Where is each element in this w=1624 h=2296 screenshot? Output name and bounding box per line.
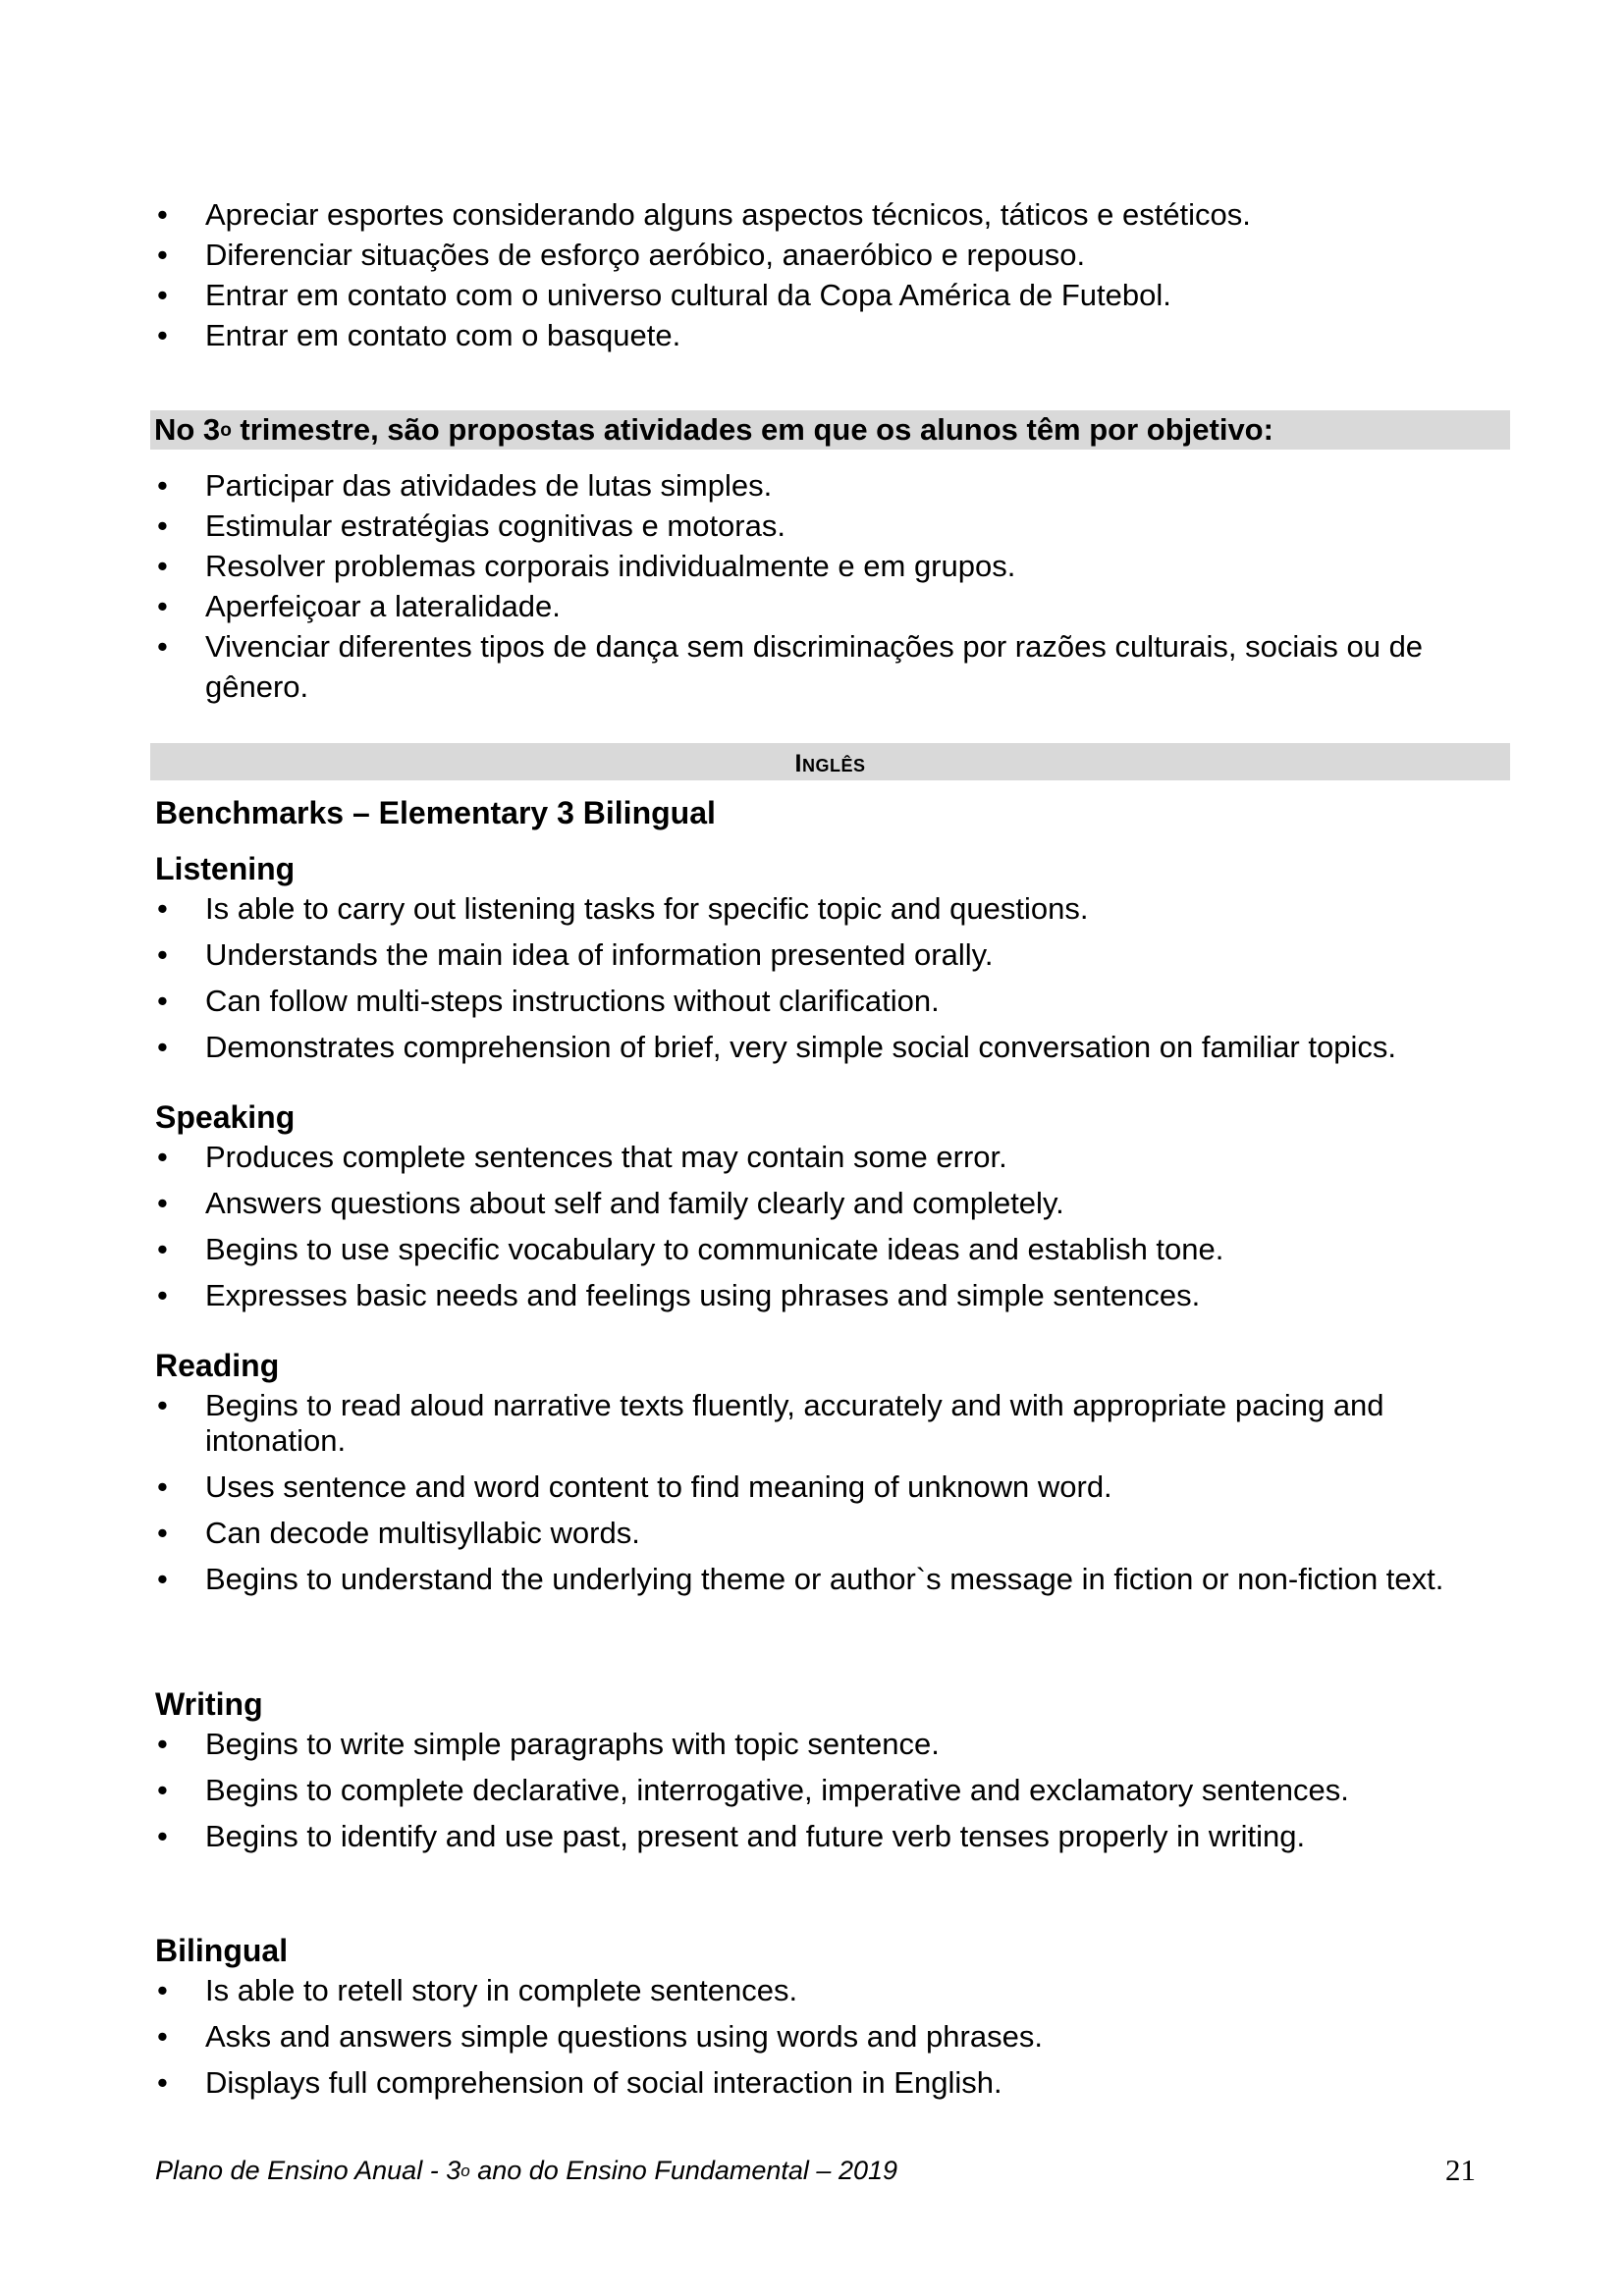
listening-list <box>152 891 1507 1076</box>
list-item: • Begins to complete declarative, interrogative, imperative and exclamatory sentences. <box>152 1773 1507 1808</box>
list-item: • Is able to retell story in complete sentences. <box>152 1973 1507 2008</box>
reading-heading: Reading <box>155 1348 280 1383</box>
list-item: • Participar das atividades de lutas simples. <box>152 465 1507 506</box>
list-item: • Can decode multisyllabic words. <box>152 1516 1507 1551</box>
list-item: • Begins to understand the underlying theme or author`s message in fiction or non-fiction text. <box>152 1562 1507 1597</box>
list-item: • Is able to carry out listening tasks for specific topic and questions. <box>152 891 1507 927</box>
list-item: • Demonstrates comprehension of brief, very simple social conversation on familiar topics. <box>152 1030 1507 1065</box>
list-item: • Aperfeiçoar a lateralidade. <box>152 586 1507 626</box>
list-item: • Apreciar esportes considerando alguns aspectos técnicos, táticos e estéticos. <box>152 194 1507 235</box>
list-item: • Understands the main idea of information presented orally. <box>152 937 1507 973</box>
list-item: • Estimular estratégias cognitivas e motoras. <box>152 506 1507 546</box>
third-trimester-heading: No 3$^o$ trimestre, são propostas atividades em que os alunos têm por objetivo: <box>154 412 1273 447</box>
list-item: • Vivenciar diferentes tipos de dança sem discriminações por razões culturais, sociais ou de gênero. <box>152 626 1507 707</box>
list-item: • Entrar em contato com o universo cultural da Copa América de Futebol. <box>152 275 1507 315</box>
bilingual-list <box>152 1973 1507 2111</box>
ingles-band <box>150 743 1510 780</box>
list-item: • Uses sentence and word content to find meaning of unknown word. <box>152 1469 1507 1505</box>
third-trimester-list <box>152 465 1507 707</box>
list-item: • Diferenciar situações de esforço aeróbico, anaeróbico e repouso. <box>152 235 1507 275</box>
list-item: • Begins to read aloud narrative texts fluently, accurately and with appropriate pacing and intonation. <box>152 1388 1507 1459</box>
reading-list <box>152 1388 1507 1608</box>
writing-heading: Writing <box>155 1686 263 1722</box>
list-item: • Begins to use specific vocabulary to communicate ideas and establish tone. <box>152 1232 1507 1267</box>
list-item: • Begins to identify and use past, present and future verb tenses properly in writing. <box>152 1819 1507 1854</box>
bilingual-heading: Bilingual <box>155 1933 289 1968</box>
footer-document-title: Plano de Ensino Anual - 3$^o$ ano do Ensino Fundamental – 2019 <box>155 2156 898 2185</box>
ingles-title: Inglês <box>794 750 866 777</box>
writing-list <box>152 1727 1507 1865</box>
list-item: • Expresses basic needs and feelings using phrases and simple sentences. <box>152 1278 1507 1313</box>
list-item: • Entrar em contato com o basquete. <box>152 315 1507 355</box>
list-item: • Asks and answers simple questions using words and phrases. <box>152 2019 1507 2055</box>
list-item: • Begins to write simple paragraphs with topic sentence. <box>152 1727 1507 1762</box>
list-item: • Can follow multi-steps instructions without clarification. <box>152 984 1507 1019</box>
benchmarks-title: Benchmarks – Elementary 3 Bilingual <box>155 795 716 830</box>
page-number: 21 <box>1445 2153 1476 2187</box>
list-item: • Displays full comprehension of social interaction in English. <box>152 2065 1507 2101</box>
speaking-heading: Speaking <box>155 1099 296 1135</box>
list-item: • Resolver problemas corporais individualmente e em grupos. <box>152 546 1507 586</box>
third-trimester-band <box>150 410 1510 450</box>
speaking-list <box>152 1140 1507 1324</box>
listening-heading: Listening <box>155 851 296 886</box>
objectives-list <box>152 194 1507 355</box>
list-item: • Produces complete sentences that may contain some error. <box>152 1140 1507 1175</box>
list-item: • Answers questions about self and family clearly and completely. <box>152 1186 1507 1221</box>
